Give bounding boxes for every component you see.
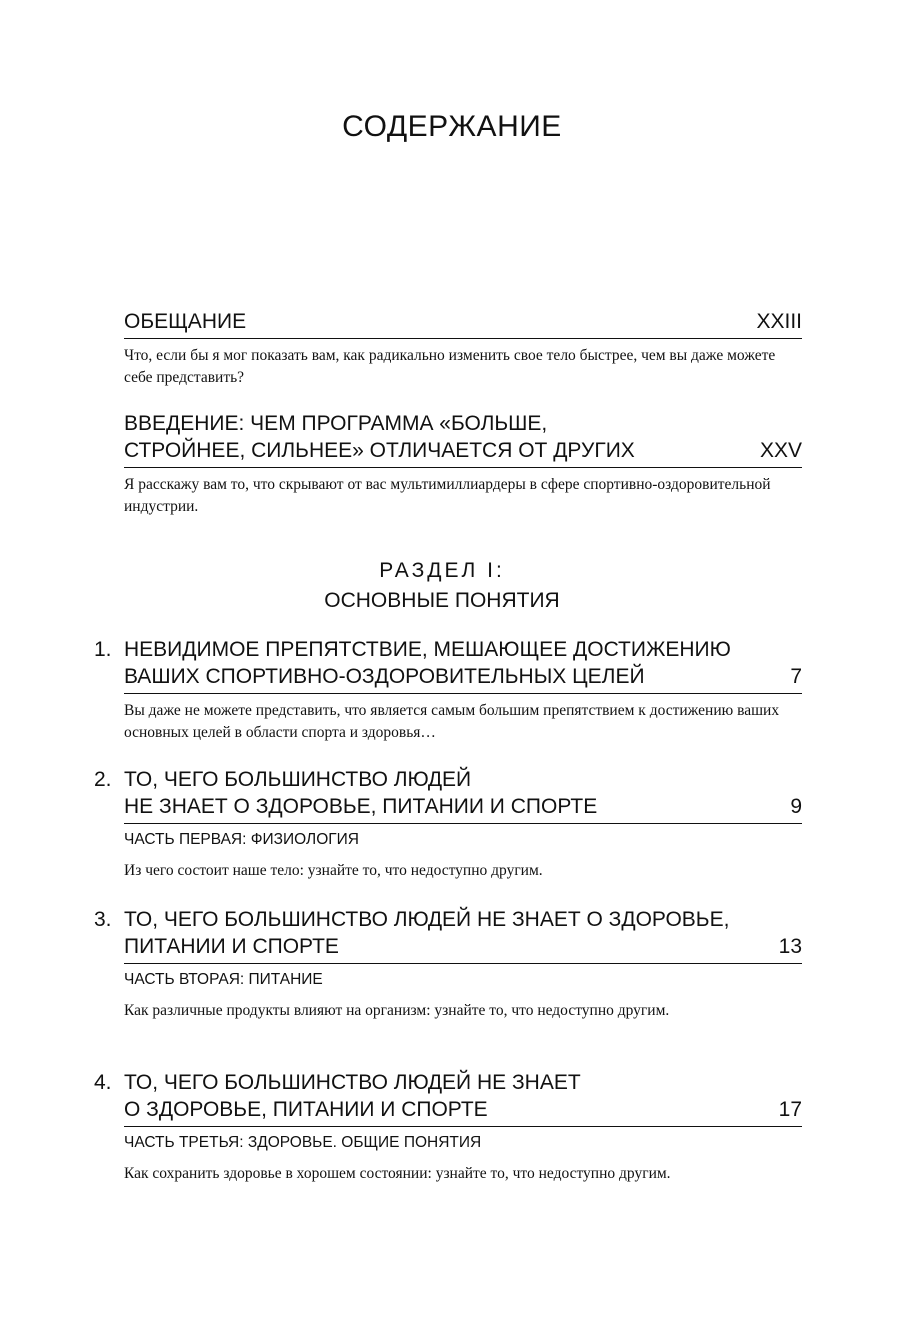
page-number: 7 (790, 665, 802, 688)
heading-line: ВАШИХ СПОРТИВНО-ОЗДОРОВИТЕЛЬНЫХ ЦЕЛЕЙ (124, 665, 645, 688)
heading-line: СТРОЙНЕЕ, СИЛЬНЕЕ» ОТЛИЧАЕТСЯ ОТ ДРУГИХ (124, 439, 635, 462)
heading-line: НЕВИДИМОЕ ПРЕПЯТСТВИЕ, МЕШАЮЩЕЕ ДОСТИЖЕНИЮ (124, 638, 731, 661)
entry-description: Как сохранить здоровье в хорошем состоянии: узнайте то, что недоступно другим. (124, 1165, 671, 1182)
page-number: 13 (778, 935, 802, 958)
chapter-number: 1. (94, 638, 112, 661)
heading-line: НЕ ЗНАЕТ О ЗДОРОВЬЕ, ПИТАНИИ И СПОРТЕ (124, 795, 598, 818)
heading-line: ТО, ЧЕГО БОЛЬШИНСТВО ЛЮДЕЙ НЕ ЗНАЕТ (124, 1071, 581, 1094)
entry-subtitle: ЧАСТЬ ПЕРВАЯ: ФИЗИОЛОГИЯ (124, 831, 360, 848)
entry-heading (124, 308, 802, 339)
entry-description: Как различные продукты влияют на организм: узнайте то, что недоступно другим. (124, 1002, 670, 1019)
page-number: 9 (790, 795, 802, 818)
entry-heading (124, 410, 802, 468)
chapter-number: 3. (94, 908, 112, 931)
page-number: XXIII (756, 310, 802, 333)
toc-entry-intro[interactable] (124, 410, 802, 518)
entry-heading (124, 1069, 802, 1127)
chapter-number: 4. (94, 1071, 112, 1094)
section-number: РАЗДЕЛ I: (379, 559, 505, 582)
entry-description: Из чего состоит наше тело: узнайте то, что недоступно другим. (124, 862, 543, 879)
heading-line: ВВЕДЕНИЕ: ЧЕМ ПРОГРАММА «БОЛЬШЕ, (124, 412, 548, 435)
entry-heading (124, 766, 802, 824)
toc-entry-chapter-1[interactable] (94, 636, 802, 744)
chapter-number: 2. (94, 768, 112, 791)
entry-description: Вы даже не можете представить, что является самым большим препятствием к достижению ваших основных целей в области спорта и здоровья… (124, 702, 780, 741)
heading-line: О ЗДОРОВЬЕ, ПИТАНИИ И СПОРТЕ (124, 1098, 488, 1121)
heading-line: ОБЕЩАНИЕ (124, 310, 247, 333)
entry-subtitle: ЧАСТЬ ВТОРАЯ: ПИТАНИЕ (124, 971, 323, 988)
entry-heading (124, 636, 802, 694)
page-title: СОДЕРЖАНИЕ (342, 110, 562, 143)
heading-line: ПИТАНИИ И СПОРТЕ (124, 935, 339, 958)
toc-entry-chapter-4[interactable] (94, 1069, 802, 1185)
entry-heading (124, 906, 802, 964)
toc-entry-chapter-2[interactable] (94, 766, 802, 882)
section-title: ОСНОВНЫЕ ПОНЯТИЯ (324, 589, 560, 612)
entry-description: Что, если бы я мог показать вам, как радикально изменить свое тело быстрее, чем вы даже можете себе представить? (124, 347, 776, 386)
entry-description: Я расскажу вам то, что скрывают от вас мультимиллиардеры в сфере спортивно-оздоровительной индустрии. (124, 476, 771, 515)
heading-line: ТО, ЧЕГО БОЛЬШИНСТВО ЛЮДЕЙ НЕ ЗНАЕТ О ЗДОРОВЬЕ, (124, 908, 730, 931)
section-heading (0, 556, 884, 616)
entry-subtitle: ЧАСТЬ ТРЕТЬЯ: ЗДОРОВЬЕ. ОБЩИЕ ПОНЯТИЯ (124, 1134, 482, 1151)
heading-line: ТО, ЧЕГО БОЛЬШИНСТВО ЛЮДЕЙ (124, 768, 472, 791)
page-number: 17 (778, 1098, 802, 1121)
page-number: XXV (759, 439, 802, 462)
toc-entry-promise[interactable] (124, 308, 802, 389)
toc-entry-chapter-3[interactable] (94, 906, 802, 1022)
